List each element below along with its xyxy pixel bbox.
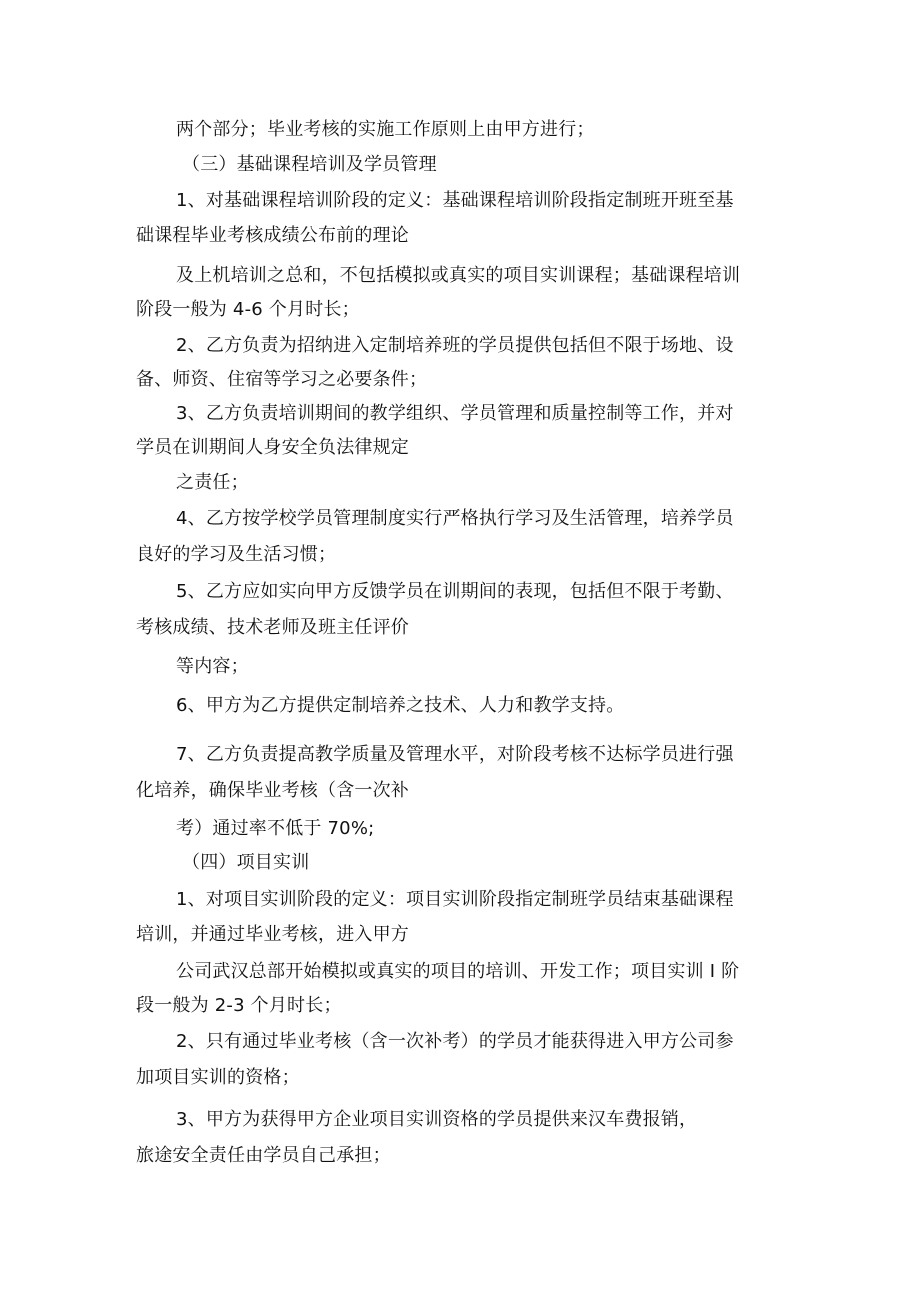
text-line: 旅途安全责任由学员自己承担； [136, 1145, 391, 1166]
section-heading: （三）基础课程培训及学员管理 [182, 154, 437, 175]
text-line: 础课程毕业考核成绩公布前的理论 [136, 225, 409, 246]
text-line: 3、乙方负责培训期间的教学组织、学员管理和质量控制等工作，并对 [176, 403, 734, 424]
text-line: 3、甲方为获得甲方企业项目实训资格的学员提供来汉车费报销， [176, 1109, 698, 1130]
text-line: 公司武汉总部开始模拟或真实的项目的培训、开发工作；项目实训 I 阶 [176, 961, 740, 982]
text-line: 两个部分；毕业考核的实施工作原则上由甲方进行； [176, 119, 595, 140]
text-line: 加项目实训的资格； [136, 1067, 300, 1088]
section-heading: （四）项目实训 [182, 852, 310, 873]
text-line: 阶段一般为 4-6 个月时长； [136, 299, 360, 320]
text-line: 5、乙方应如实向甲方反馈学员在训期间的表现，包括但不限于考勤、 [176, 581, 734, 602]
text-line: 2、乙方负责为招纳进入定制培养班的学员提供包括但不限于场地、设 [176, 335, 734, 356]
text-line: 及上机培训之总和，不包括模拟或真实的项目实训课程；基础课程培训 [176, 265, 741, 286]
text-line: 培训，并通过毕业考核，进入甲方 [136, 924, 409, 945]
text-line: 之责任； [176, 472, 249, 493]
text-line: 备、师资、住宿等学习之必要条件； [136, 369, 428, 390]
text-line: 等内容； [176, 656, 249, 677]
text-line: 良好的学习及生活习惯； [136, 544, 337, 565]
text-line: 4、乙方按学校学员管理制度实行严格执行学习及生活管理，培养学员 [176, 508, 734, 529]
text-line: 考）通过率不低于 70%; [176, 818, 375, 839]
text-line: 化培养，确保毕业考核（含一次补 [136, 780, 409, 801]
text-line: 1、对基础课程培训阶段的定义：基础课程培训阶段指定制班开班至基 [176, 190, 734, 211]
text-line: 2、只有通过毕业考核（含一次补考）的学员才能获得进入甲方公司参 [176, 1031, 734, 1052]
text-line: 段一般为 2-3 个月时长； [136, 995, 342, 1016]
text-line: 6、甲方为乙方提供定制培养之技术、人力和教学支持。 [176, 695, 625, 716]
text-line: 学员在训期间人身安全负法律规定 [136, 437, 409, 458]
text-line: 考核成绩、技术老师及班主任评价 [136, 617, 409, 638]
text-line: 1、对项目实训阶段的定义：项目实训阶段指定制班学员结束基础课程 [176, 889, 734, 910]
text-line: 7、乙方负责提高教学质量及管理水平，对阶段考核不达标学员进行强 [176, 744, 734, 765]
